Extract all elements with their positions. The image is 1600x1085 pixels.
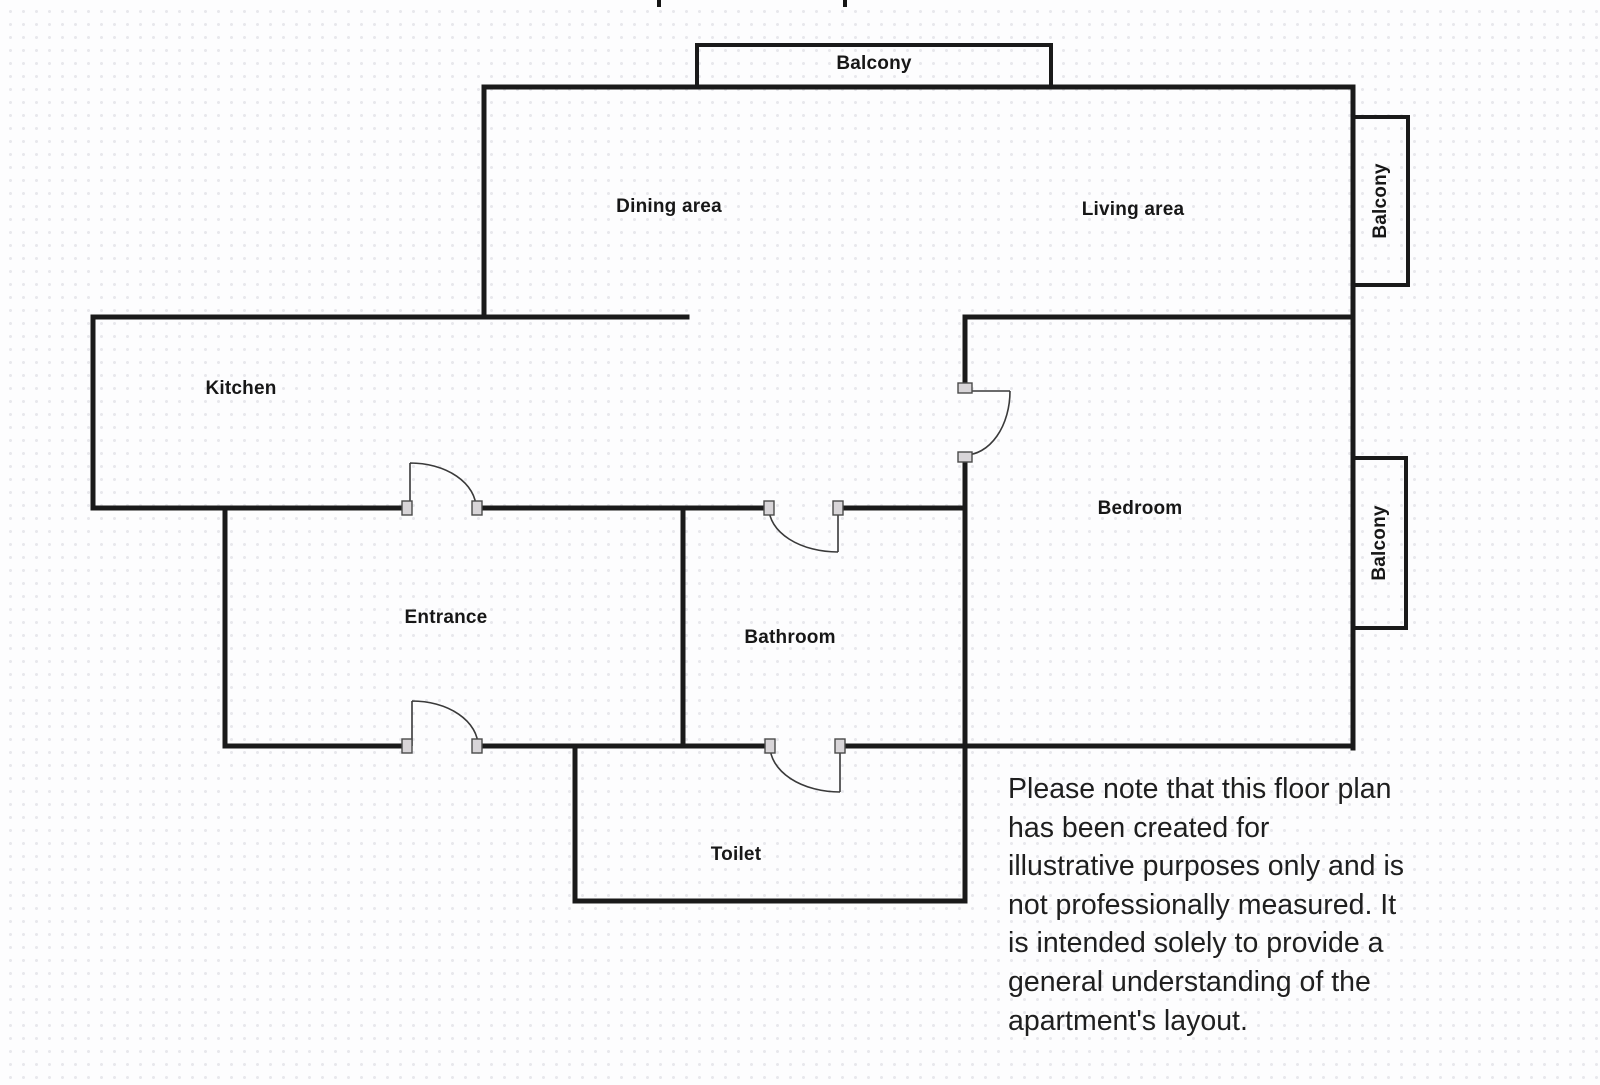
room-label-balcony-right-upper: Balcony [1370, 163, 1391, 239]
disclaimer-line: not professionally measured. It [1008, 888, 1397, 921]
door-jamb [402, 739, 412, 753]
door-jamb [472, 501, 482, 515]
disclaimer-line: has been created for [1008, 811, 1270, 844]
bedroom-door [958, 383, 1010, 462]
bathroom-door-swing [769, 508, 838, 552]
disclaimer-line: general understanding of the [1008, 965, 1371, 998]
toilet-door [765, 739, 845, 792]
room-label-toilet: Toilet [710, 844, 762, 865]
entrance-door-swing [412, 701, 478, 746]
kitchen-door [402, 463, 482, 515]
disclaimer-line: Please note that this floor plan [1008, 773, 1392, 805]
door-jamb [958, 383, 972, 393]
wall-toilet [575, 746, 965, 901]
room-label-balcony-right-lower: Balcony [1369, 505, 1390, 581]
wall-kitchen [93, 317, 687, 508]
room-label-dining-area: Dining area [616, 196, 722, 217]
room-label-bathroom: Bathroom [744, 627, 836, 648]
room-label-bedroom: Bedroom [1097, 498, 1183, 519]
bedroom-door-swing [965, 391, 1010, 455]
entrance-door [402, 701, 482, 753]
disclaimer-line: is intended solely to provide a [1008, 927, 1384, 960]
bathroom-door [764, 501, 843, 552]
room-label-balcony-top: Balcony [836, 53, 912, 74]
room-label-living-area: Living area [1081, 199, 1185, 220]
room-label-kitchen: Kitchen [205, 378, 277, 399]
door-jamb [835, 739, 845, 753]
kitchen-door-swing [410, 463, 476, 508]
door-jamb [833, 501, 843, 515]
door-jamb [402, 501, 412, 515]
disclaimer-line: apartment's layout. [1008, 1004, 1248, 1037]
toilet-door-swing [770, 746, 840, 792]
wall-main-outline [484, 87, 1353, 748]
disclaimer-line: illustrative purposes only and is [1008, 850, 1405, 883]
disclaimer-text [1008, 770, 1478, 1040]
room-label-entrance: Entrance [404, 607, 488, 628]
door-jamb [958, 452, 972, 462]
door-jamb [765, 739, 775, 753]
door-jamb [764, 501, 774, 515]
door-jamb [472, 739, 482, 753]
